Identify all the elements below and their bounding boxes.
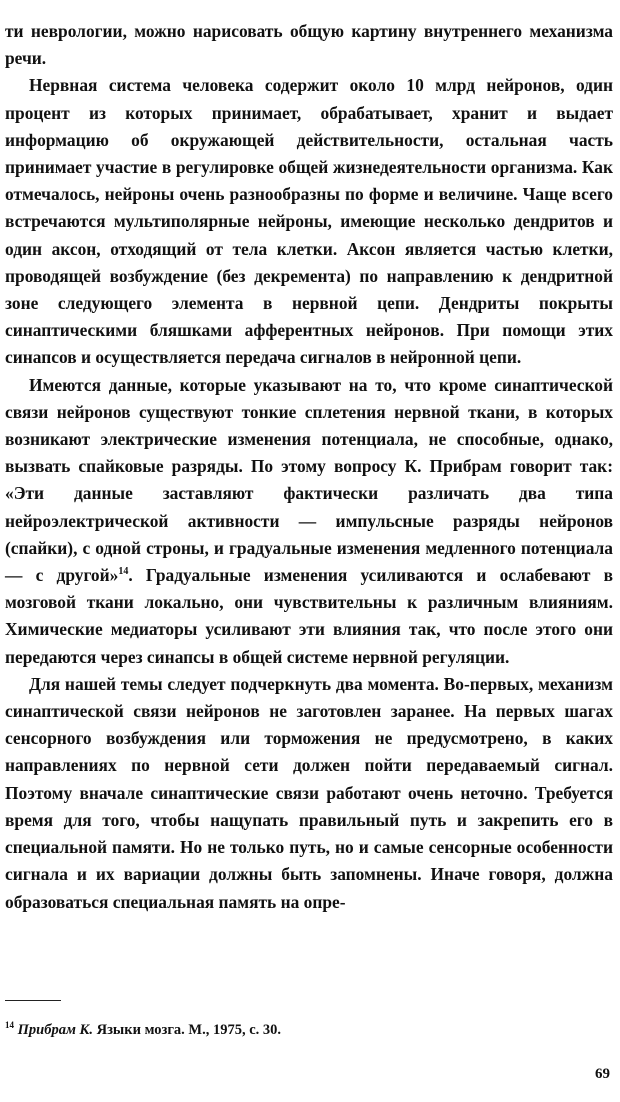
paragraph-pribram <box>5 372 613 671</box>
paragraph-pribram-text-2: . Градуальные изменения усиливаются и ослабевают в мозговой ткани локально, они чувствительны к различным влияниям. Химические медиаторы усиливают эти влияния так, что после этого они передаются через синапсы в общей системе нервной регуляции. <box>5 565 613 667</box>
footnote-text: Языки мозга. М., 1975, с. 30. <box>96 1022 282 1038</box>
footnote-reference: 14 <box>118 566 129 578</box>
page-number: 69 <box>595 1066 610 1082</box>
footnote-divider <box>5 1000 61 1001</box>
paragraph-two-points: Для нашей темы следует подчеркнуть два момента. Во-первых, механизм синаптической связи нейронов не заготовлен заранее. На первых шагах сенсорного возбуждения или торможения не предусмотрено, в каких направлениях по нервной сети должен пойти передаваемый сигнал. Поэтому вначале синаптические связи работают очень неточно. Требуется время для того, чтобы нащупать правильный путь и закрепить его в специальной памяти. Но не только путь, но и самые сенсорные особенности сигнала и их вариации должны быть запомнены. Иначе говоря, должна образоваться специальная память на опре- <box>5 673 613 912</box>
paragraph-pribram-text-1: Имеются данные, которые указывают на то, что кроме синаптической связи нейронов существуют тонкие сплетения нервной ткани, в которых возникают электрические изменения потенциала, не способные, однако, вызвать спайковые разряды. По этому вопросу К. Прибрам говорит так: «Эти данные заставляют фактически различать два типа нейроэлектрической активности — импульсные разряды нейронов (спайки), с одной строны, и градуальные изменения медленного потенциала — с другой» <box>5 374 613 586</box>
body-text <box>5 18 613 916</box>
footnote <box>5 1020 613 1040</box>
footnote-author: Прибрам К. <box>17 1022 93 1038</box>
footnote-number: 14 <box>5 1020 14 1031</box>
paragraph-continuation: ти неврологии, можно нарисовать общую картину внутреннего механизма речи. <box>5 21 613 69</box>
paragraph-nervous-system: Нервная система человека содержит около 10 млрд нейронов, один процент из которых принимает, обрабатывает, хранит и выдает информацию об окружающей действительности, остальная часть принимает участие в регулировке общей жизнедеятельности организма. Как отмечалось, нейроны очень разнообразны по форме и величине. Чаще всего встречаются мультиполярные нейроны, имеющие несколько дендритов и один аксон, отходящий от тела клетки. Аксон является частью клетки, проводящей возбуждение (без декремента) по направлению к дендритной зоне следующего элемента в нервной цепи. Дендриты покрыты синаптическими бляшками афферентных нейронов. При помощи этих синапсов и осуществляется передача сигналов в нейронной цепи. <box>5 75 613 368</box>
